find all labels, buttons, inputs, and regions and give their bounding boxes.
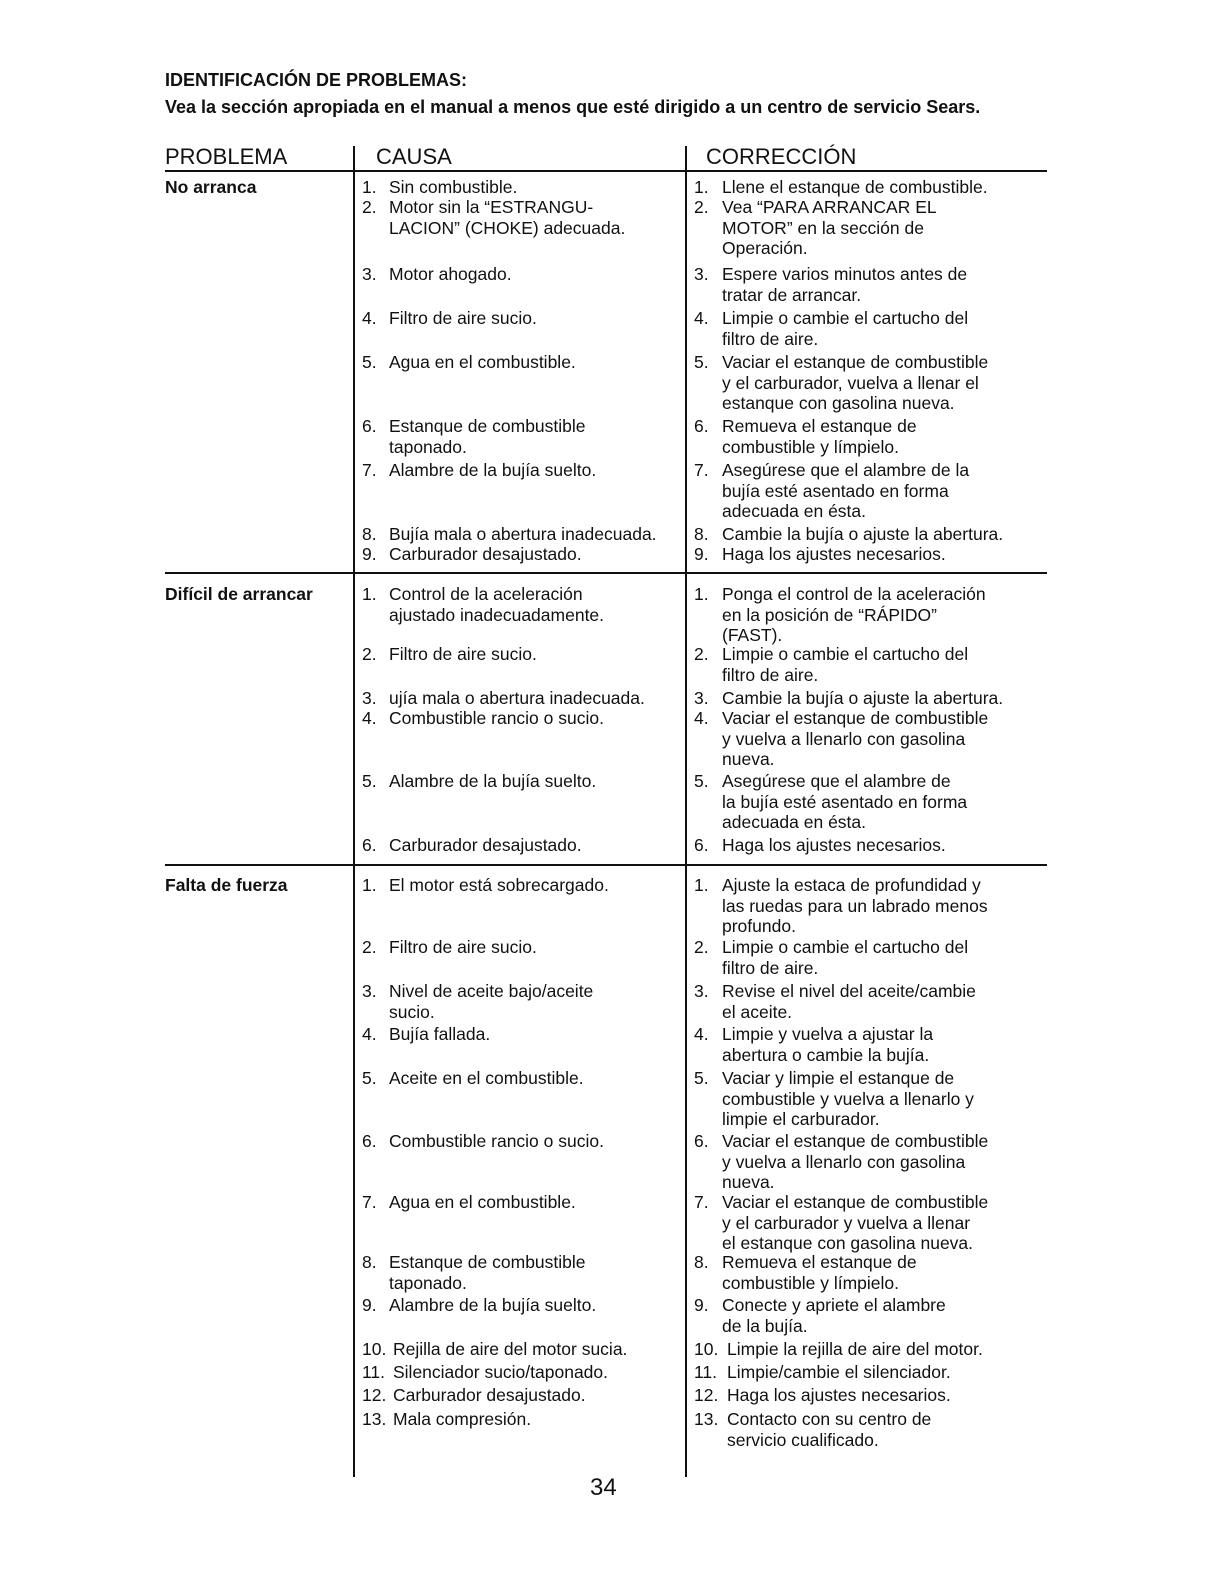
correction-item-text: nueva. bbox=[722, 1172, 775, 1192]
correction-item-number: 3. bbox=[694, 688, 709, 708]
correction-item-number: 5. bbox=[694, 1068, 709, 1088]
cause-item-text: Alambre de la bujía suelto. bbox=[389, 1295, 597, 1315]
correction-item-text: Haga los ajustes necesarios. bbox=[722, 544, 946, 564]
cause-item-text: Combustible rancio o sucio. bbox=[389, 708, 604, 728]
correction-item-text: Vaciar el estanque de combustible bbox=[722, 1131, 989, 1151]
cause-item-number: 5. bbox=[362, 1068, 377, 1088]
cause-item-number: 13. bbox=[362, 1409, 387, 1429]
correction-item-text: Cambie la bujía o ajuste la abertura. bbox=[722, 688, 1004, 708]
correction-item-number: 7. bbox=[694, 460, 709, 480]
correction-item-text: Ponga el control de la aceleración bbox=[722, 584, 986, 604]
correction-item-text: filtro de aire. bbox=[722, 664, 819, 685]
correction-item-text: nueva. bbox=[722, 749, 775, 769]
cause-item-number: 3. bbox=[362, 688, 377, 708]
correction-item-text: Ajuste la estaca de profundidad y bbox=[722, 875, 981, 895]
correction-item-number: 12. bbox=[694, 1385, 719, 1405]
column-divider-right bbox=[685, 146, 687, 1477]
correction-item-number: 7. bbox=[694, 1192, 709, 1212]
cause-item-number: 7. bbox=[362, 1192, 377, 1212]
cause-item-text: El motor está sobrecargado. bbox=[389, 875, 609, 895]
cause-item-number: 3. bbox=[362, 981, 377, 1001]
cause-item-number: 9. bbox=[362, 544, 377, 564]
cause-item-number: 2. bbox=[362, 937, 377, 957]
cause-item-number: 1. bbox=[362, 584, 377, 604]
cause-item-text: LACION” (CHOKE) adecuada. bbox=[389, 217, 626, 238]
correction-item-text: adecuada en ésta. bbox=[722, 501, 867, 521]
correction-item-number: 6. bbox=[694, 835, 709, 855]
correction-item-text: y el carburador y vuelva a llenar bbox=[722, 1212, 971, 1233]
cause-item-text: Bujía mala o abertura inadecuada. bbox=[389, 524, 657, 544]
correction-item-text: servicio cualificado. bbox=[727, 1429, 879, 1450]
correction-item-number: 13. bbox=[694, 1409, 719, 1429]
cause-item-text: Aceite en el combustible. bbox=[389, 1068, 584, 1088]
cause-item-number: 2. bbox=[362, 644, 377, 664]
correction-item-text: y vuelva a llenarlo con gasolina bbox=[722, 1151, 966, 1172]
page-title: IDENTIFICACIÓN DE PROBLEMAS: bbox=[165, 70, 468, 90]
cause-item-text: Carburador desajustado. bbox=[389, 544, 582, 564]
correction-item-text: Asegúrese que el alambre de la bbox=[722, 460, 970, 480]
column-header-problema: PROBLEMA bbox=[165, 144, 288, 169]
correction-item-text: Asegúrese que el alambre de bbox=[722, 771, 951, 791]
page-subtitle: Vea la sección apropiada en el manual a menos que esté dirigido a un centro de servicio Sears. bbox=[165, 97, 981, 117]
correction-item-text: Operación. bbox=[722, 238, 808, 258]
correction-item-text: el aceite. bbox=[722, 1001, 793, 1022]
correction-item-text: (FAST). bbox=[722, 625, 783, 645]
correction-item-text: tratar de arrancar. bbox=[722, 284, 862, 305]
cause-item-text: Silenciador sucio/taponado. bbox=[393, 1362, 609, 1382]
correction-item-number: 11. bbox=[694, 1362, 718, 1382]
cause-item-text: Estanque de combustible bbox=[389, 1252, 586, 1272]
cause-item-text: Agua en el combustible. bbox=[389, 1192, 576, 1212]
cause-item-text: Control de la aceleración bbox=[389, 584, 583, 604]
cause-item-number: 4. bbox=[362, 308, 377, 328]
problem-label: Falta de fuerza bbox=[165, 875, 288, 895]
correction-item-text: limpie el carburador. bbox=[722, 1109, 880, 1129]
correction-item-text: Limpie o cambie el cartucho del bbox=[722, 308, 969, 328]
correction-item-number: 2. bbox=[694, 644, 709, 664]
cause-item-text: Filtro de aire sucio. bbox=[389, 644, 537, 664]
correction-item-text: profundo. bbox=[722, 916, 796, 936]
correction-item-text: Llene el estanque de combustible. bbox=[722, 177, 988, 197]
correction-item-text: en la posición de “RÁPIDO” bbox=[722, 604, 937, 625]
cause-item-number: 8. bbox=[362, 1252, 377, 1272]
cause-item-number: 6. bbox=[362, 835, 377, 855]
problem-label: Difícil de arrancar bbox=[165, 584, 313, 604]
correction-item-text: Vaciar el estanque de combustible bbox=[722, 708, 989, 728]
correction-item-text: Limpie/cambie el silenciador. bbox=[727, 1362, 951, 1382]
correction-item-text: el estanque con gasolina nueva. bbox=[722, 1233, 974, 1253]
cause-item-text: Combustible rancio o sucio. bbox=[389, 1131, 604, 1151]
cause-item-number: 1. bbox=[362, 875, 377, 895]
cause-item-text: Alambre de la bujía suelto. bbox=[389, 460, 597, 480]
correction-item-number: 5. bbox=[694, 771, 709, 791]
cause-item-text: Mala compresión. bbox=[393, 1409, 532, 1429]
cause-item-number: 7. bbox=[362, 460, 377, 480]
cause-item-number: 6. bbox=[362, 416, 377, 436]
correction-item-text: Cambie la bujía o ajuste la abertura. bbox=[722, 524, 1004, 544]
page-number: 34 bbox=[590, 1474, 617, 1501]
correction-item-text: adecuada en ésta. bbox=[722, 812, 867, 832]
correction-item-number: 4. bbox=[694, 308, 709, 328]
cause-item-text: Agua en el combustible. bbox=[389, 352, 576, 372]
cause-item-number: 8. bbox=[362, 524, 377, 544]
correction-item-number: 3. bbox=[694, 981, 709, 1001]
correction-item-number: 2. bbox=[694, 197, 709, 217]
correction-item-number: 9. bbox=[694, 1295, 709, 1315]
cause-item-text: taponado. bbox=[389, 436, 467, 457]
correction-item-text: estanque con gasolina nueva. bbox=[722, 393, 955, 413]
cause-item-text: Sin combustible. bbox=[389, 177, 518, 197]
correction-item-text: abertura o cambie la bujía. bbox=[722, 1044, 930, 1065]
header-rule bbox=[165, 170, 1047, 172]
cause-item-number: 11. bbox=[362, 1362, 386, 1382]
correction-item-text: Limpie o cambie el cartucho del bbox=[722, 937, 969, 957]
correction-item-text: Revise el nivel del aceite/cambie bbox=[722, 981, 976, 1001]
cause-item-number: 3. bbox=[362, 264, 377, 284]
correction-item-text: combustible y límpielo. bbox=[722, 436, 900, 457]
correction-item-text: Haga los ajustes necesarios. bbox=[722, 835, 946, 855]
cause-item-text: Rejilla de aire del motor sucia. bbox=[393, 1339, 628, 1359]
correction-item-text: la bujía esté asentado en forma bbox=[722, 791, 968, 812]
cause-item-text: Motor ahogado. bbox=[389, 264, 512, 284]
correction-item-number: 8. bbox=[694, 524, 709, 544]
cause-item-number: 4. bbox=[362, 1024, 377, 1044]
cause-item-text: Bujía fallada. bbox=[389, 1024, 491, 1044]
cause-item-number: 12. bbox=[362, 1385, 387, 1405]
correction-item-text: Conecte y apriete el alambre bbox=[722, 1295, 946, 1315]
correction-item-text: Vaciar el estanque de combustible bbox=[722, 352, 989, 372]
correction-item-text: filtro de aire. bbox=[722, 328, 819, 349]
correction-item-text: combustible y límpielo. bbox=[722, 1272, 900, 1293]
correction-item-text: bujía esté asentado en forma bbox=[722, 480, 949, 501]
correction-item-text: de la bujía. bbox=[722, 1315, 808, 1336]
correction-item-text: Limpie o cambie el cartucho del bbox=[722, 644, 969, 664]
section-separator bbox=[165, 572, 1047, 574]
correction-item-text: Haga los ajustes necesarios. bbox=[727, 1385, 951, 1405]
correction-item-number: 9. bbox=[694, 544, 709, 564]
correction-item-number: 1. bbox=[694, 177, 709, 197]
column-header-correccion: CORRECCIÓN bbox=[706, 144, 857, 169]
cause-item-text: Carburador desajustado. bbox=[389, 835, 582, 855]
correction-item-number: 1. bbox=[694, 584, 709, 604]
column-header-causa: CAUSA bbox=[376, 144, 452, 169]
cause-item-text: Estanque de combustible bbox=[389, 416, 586, 436]
correction-item-text: Remueva el estanque de bbox=[722, 416, 917, 436]
correction-item-number: 1. bbox=[694, 875, 709, 895]
correction-item-text: Remueva el estanque de bbox=[722, 1252, 917, 1272]
correction-item-number: 3. bbox=[694, 264, 709, 284]
cause-item-text: ajustado inadecuadamente. bbox=[389, 604, 605, 625]
correction-item-text: las ruedas para un labrado menos bbox=[722, 895, 988, 916]
correction-item-text: Vea “PARA ARRANCAR EL bbox=[722, 197, 937, 217]
cause-item-number: 2. bbox=[362, 197, 377, 217]
correction-item-number: 4. bbox=[694, 1024, 709, 1044]
cause-item-number: 10. bbox=[362, 1339, 387, 1359]
problem-label: No arranca bbox=[165, 177, 257, 197]
cause-item-number: 5. bbox=[362, 771, 377, 791]
cause-item-text: Filtro de aire sucio. bbox=[389, 308, 537, 328]
cause-item-number: 1. bbox=[362, 177, 377, 197]
correction-item-number: 6. bbox=[694, 416, 709, 436]
correction-item-number: 8. bbox=[694, 1252, 709, 1272]
cause-item-number: 6. bbox=[362, 1131, 377, 1151]
cause-item-text: Carburador desajustado. bbox=[393, 1385, 586, 1405]
correction-item-text: MOTOR” en la sección de bbox=[722, 217, 924, 238]
correction-item-text: Vaciar el estanque de combustible bbox=[722, 1192, 989, 1212]
cause-item-text: Alambre de la bujía suelto. bbox=[389, 771, 597, 791]
correction-item-number: 4. bbox=[694, 708, 709, 728]
correction-item-text: Espere varios minutos antes de bbox=[722, 264, 968, 284]
cause-item-text: sucio. bbox=[389, 1001, 435, 1022]
correction-item-text: y vuelva a llenarlo con gasolina bbox=[722, 728, 966, 749]
correction-item-text: Limpie la rejilla de aire del motor. bbox=[727, 1339, 983, 1359]
cause-item-text: Motor sin la “ESTRANGU- bbox=[389, 197, 594, 217]
correction-item-text: y el carburador, vuelva a llenar el bbox=[722, 372, 979, 393]
correction-item-number: 2. bbox=[694, 937, 709, 957]
correction-item-text: Contacto con su centro de bbox=[727, 1409, 932, 1429]
cause-item-text: ujía mala o abertura inadecuada. bbox=[389, 688, 645, 708]
cause-item-number: 5. bbox=[362, 352, 377, 372]
correction-item-text: Limpie y vuelva a ajustar la bbox=[722, 1024, 934, 1044]
correction-item-text: Vaciar y limpie el estanque de bbox=[722, 1068, 955, 1088]
cause-item-number: 4. bbox=[362, 708, 377, 728]
column-divider-left bbox=[353, 146, 355, 1477]
cause-item-number: 9. bbox=[362, 1295, 377, 1315]
cause-item-text: Filtro de aire sucio. bbox=[389, 937, 537, 957]
correction-item-text: filtro de aire. bbox=[722, 957, 819, 978]
cause-item-text: Nivel de aceite bajo/aceite bbox=[389, 981, 594, 1001]
correction-item-text: combustible y vuelva a llenarlo y bbox=[722, 1088, 974, 1109]
section-separator bbox=[165, 864, 1047, 866]
correction-item-number: 5. bbox=[694, 352, 709, 372]
correction-item-number: 6. bbox=[694, 1131, 709, 1151]
correction-item-number: 10. bbox=[694, 1339, 719, 1359]
cause-item-text: taponado. bbox=[389, 1272, 467, 1293]
